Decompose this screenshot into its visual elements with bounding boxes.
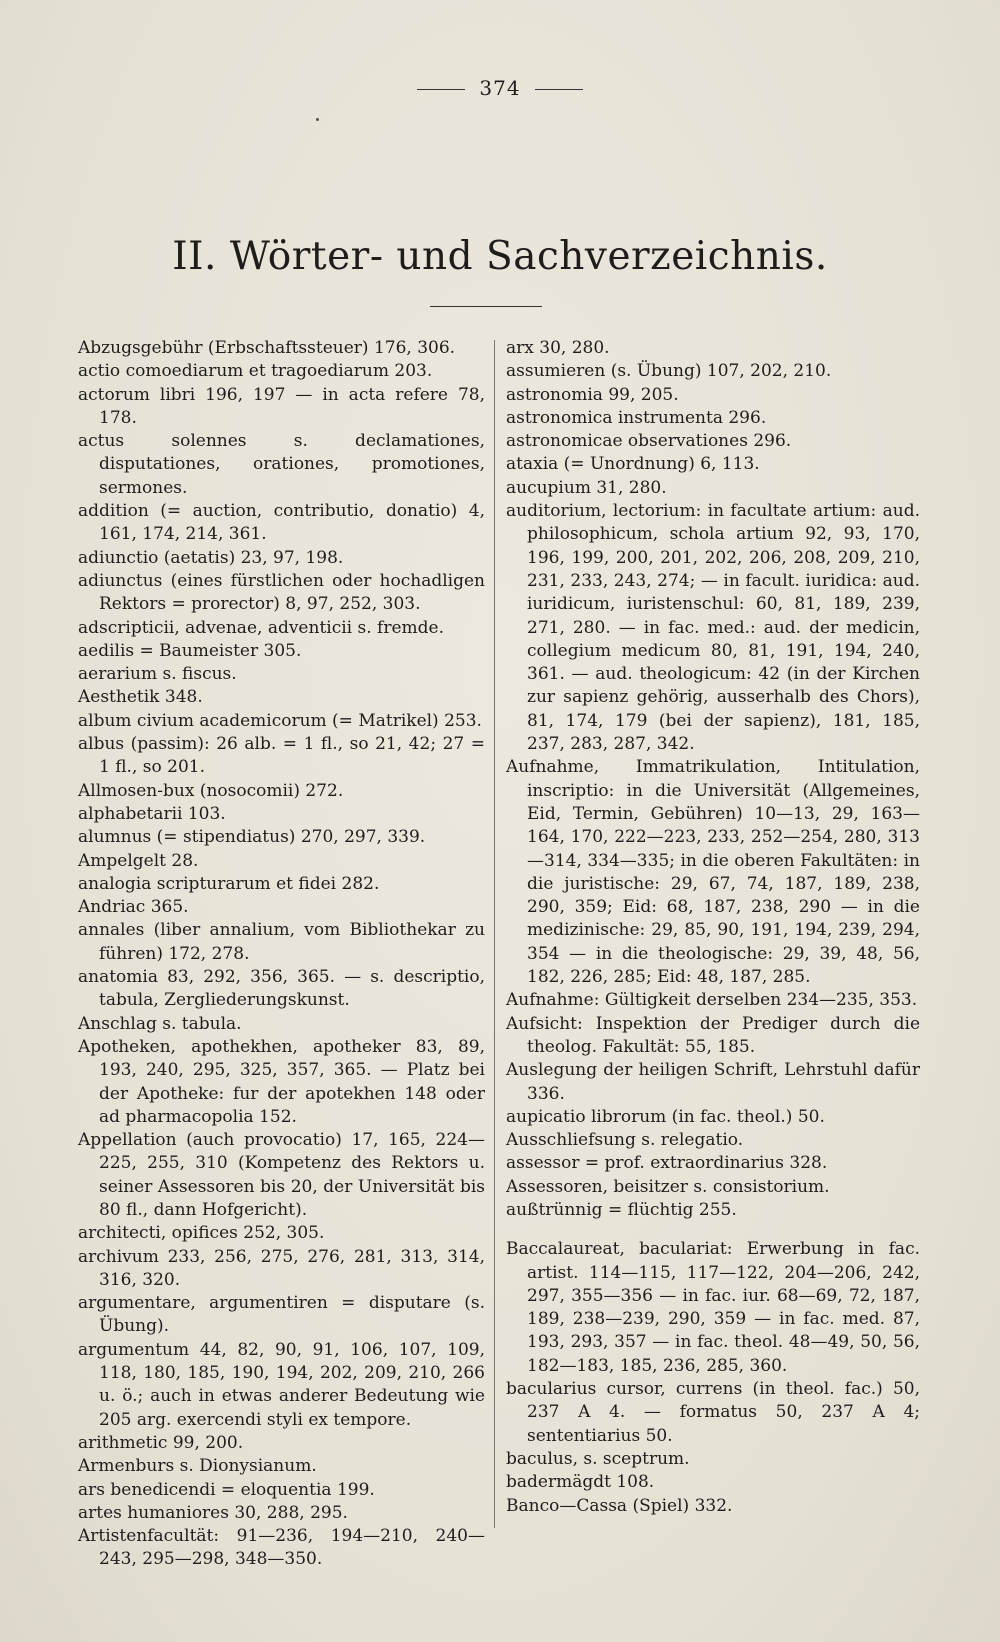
- index-entry: Ausschliefsung s. relegatio.: [506, 1130, 744, 1151]
- index-entry: auditorium, lectorium: in facultate artium: aud. philosophicum, schola artium 92, 93, 170, 196, 199, 200, 201, 202, 206, 208, 209, 210, 231, 233, 243, 274; — in facult. iuridica: aud. iuridicum, iuristenschul: 60, 81, 189, 239, 271, 280. — in fac. med.: aud. der medicin, collegium medicum 80, 81, 191, 194, 240, 361. — aud. theologicum: 42 (in der Kirchen zur sapienz gehörig, ausserhalb des Chors), 81, 174, 179 (bei der sapienz), 181, 185, 237, 283, 287, 342.: [506, 501, 920, 755]
- page-number-line: [0, 76, 1000, 100]
- index-entry: Auslegung der heiligen Schrift, Lehrstuhl dafür 336.: [506, 1060, 920, 1104]
- index-entry: Artistenfacultät: 91—236, 194—210, 240—243, 295—298, 348—350.: [78, 1526, 485, 1570]
- index-entry: Allmosen-bux (nosocomii) 272.: [78, 780, 344, 801]
- index-entry: adscripticii, advenae, adventicii s. fremde.: [78, 617, 444, 638]
- index-entry: aucupium 31, 280.: [506, 477, 667, 498]
- index-entry: adiunctio (aetatis) 23, 97, 198.: [78, 547, 344, 568]
- index-entry: architecti, opifices 252, 305.: [78, 1223, 325, 1244]
- index-entry: badermägdt 108.: [506, 1472, 655, 1493]
- index-entry: Abzugsgebühr (Erbschaftssteuer) 176, 306.: [78, 338, 456, 358]
- index-entry: baculus, s. sceptrum.: [506, 1448, 690, 1469]
- index-entry: ars benedicendi = eloquentia 199.: [78, 1479, 375, 1500]
- index-entry: aupicatio librorum (in fac. theol.) 50.: [506, 1106, 825, 1127]
- index-entry: Ampelgelt 28.: [78, 850, 199, 871]
- index-entry: anatomia 83, 292, 356, 365. — s. descriptio, tabula, Zergliederungskunst.: [78, 967, 485, 1011]
- page-number-rule-right: [535, 89, 583, 90]
- index-entry: alumnus (= stipendiatus) 270, 297, 339.: [78, 827, 426, 848]
- index-column-right: [506, 337, 920, 1518]
- index-column-left: [78, 337, 485, 1572]
- index-entry: album civium academicorum (= Matrikel) 253.: [78, 710, 482, 731]
- index-entry: astronomicae observationes 296.: [506, 431, 792, 452]
- index-entry: addition (= auction, contributio, donatio) 4, 161, 174, 214, 361.: [78, 501, 485, 545]
- letter-group-gap: [506, 1222, 920, 1238]
- section-heading: II. Wörter- und Sachverzeichnis.: [172, 234, 828, 279]
- index-entry: außtrünnig = flüchtig 255.: [506, 1199, 737, 1220]
- index-entry: ataxia (= Unordnung) 6, 113.: [506, 454, 760, 475]
- index-entry: analogia scripturarum et fidei 282.: [78, 873, 380, 894]
- index-entry: Apotheken, apothekhen, apotheker 83, 89, 193, 240, 295, 325, 357, 365. — Platz bei der Apotheke: fur der apotekhen 148 oder ad pharmacopolia 152.: [78, 1036, 485, 1127]
- index-entry: Aufnahme: Gültigkeit derselben 234—235, 353.: [506, 990, 918, 1011]
- index-entry: artes humaniores 30, 288, 295.: [78, 1502, 348, 1523]
- index-entry: assessor = prof. extraordinarius 328.: [506, 1153, 828, 1174]
- index-entry: Appellation (auch provocatio) 17, 165, 224—225, 255, 310 (Kompetenz des Rektors u. seiner Assessoren bis 20, der Universität bis 80 fl., dann Hofgericht).: [78, 1130, 485, 1220]
- page-number: 374: [479, 76, 521, 100]
- index-entry: Aufnahme, Immatrikulation, Intitulation, inscriptio: in die Universität (Allgemeines, Eid, Termin, Gebühren) 10—13, 29, 163—164, 170, 222—223, 233, 252—254, 280, 313—314, 334—335; in die oberen Fakultäten: in die juristische: 29, 67, 74, 187, 189, 238, 290, 359; Eid: 68, 187, 238, 290 — in die medizinische: 29, 85, 90, 191, 194, 239, 294, 354 — in die theologische: 29, 39, 48, 56, 182, 226, 285; Eid: 48, 187, 285.: [506, 757, 920, 988]
- index-entry: astronomica instrumenta 296.: [506, 407, 767, 428]
- index-entry: archivum 233, 256, 275, 276, 281, 313, 314, 316, 320.: [78, 1246, 485, 1290]
- index-group-a: [506, 337, 920, 1222]
- index-entry: argumentum 44, 82, 90, 91, 106, 107, 109, 118, 180, 185, 190, 194, 202, 209, 210, 266 u. ö.; auch in etwas anderer Bedeutung wie 205 arg. exercendi styli ex tempore.: [78, 1339, 485, 1430]
- index-entry: aerarium s. fiscus.: [78, 664, 237, 685]
- index-entry: actus solennes s. declamationes, disputationes, orationes, promotiones, sermones.: [78, 431, 485, 498]
- index-entry: annales (liber annalium, vom Bibliothekar zu führen) 172, 278.: [78, 920, 485, 964]
- index-entry: alphabetarii 103.: [78, 803, 226, 824]
- index-entry: Armenburs s. Dionysianum.: [78, 1456, 317, 1477]
- column-divider: [494, 340, 495, 1528]
- heading-rule: [430, 306, 542, 307]
- index-entry: Andriac 365.: [78, 897, 189, 918]
- index-entry: actio comoediarum et tragoediarum 203.: [78, 361, 433, 382]
- index-entry: assumieren (s. Übung) 107, 202, 210.: [506, 361, 832, 382]
- index-entry: astronomia 99, 205.: [506, 384, 679, 405]
- index-entry: adiunctus (eines fürstlichen oder hochadligen Rektors = prorector) 8, 97, 252, 303.: [78, 570, 485, 615]
- print-speck: [316, 118, 319, 121]
- index-entry: Anschlag s. tabula.: [78, 1013, 242, 1034]
- index-entry: arithmetic 99, 200.: [78, 1432, 244, 1453]
- index-entry: Aufsicht: Inspektion der Prediger durch die theolog. Fakultät: 55, 185.: [506, 1013, 920, 1057]
- index-entry: Aesthetik 348.: [78, 687, 203, 708]
- index-entry: aedilis = Baumeister 305.: [78, 640, 302, 661]
- index-group-b: [506, 1238, 920, 1518]
- index-entry: arx 30, 280.: [506, 338, 610, 358]
- index-entry: albus (passim): 26 alb. = 1 fl., so 21, 42; 27 = 1 fl., so 201.: [78, 734, 485, 778]
- index-entry: Banco—Cassa (Spiel) 332.: [506, 1495, 733, 1516]
- page-number-rule-left: [417, 89, 465, 90]
- index-entry: bacularius cursor, currens (in theol. fac.) 50, 237 A 4. — formatus 50, 237 A 4; sententiarius 50.: [506, 1379, 920, 1446]
- index-entry: actorum libri 196, 197 — in acta refere 78, 178.: [78, 384, 485, 428]
- index-entry: Assessoren, beisitzer s. consistorium.: [506, 1176, 830, 1197]
- index-entry: Baccalaureat, baculariat: Erwerbung in fac. artist. 114—115, 117—122, 204—206, 242, 297, 355—356 — in fac. iur. 68—69, 72, 187, 189, 238—239, 290, 359 — in fac. med. 87, 193, 293, 357 — in fac. theol. 48—49, 50, 56, 182—183, 185, 236, 285, 360.: [506, 1239, 920, 1376]
- index-entry: argumentare, argumentiren = disputare (s. Übung).: [78, 1293, 485, 1337]
